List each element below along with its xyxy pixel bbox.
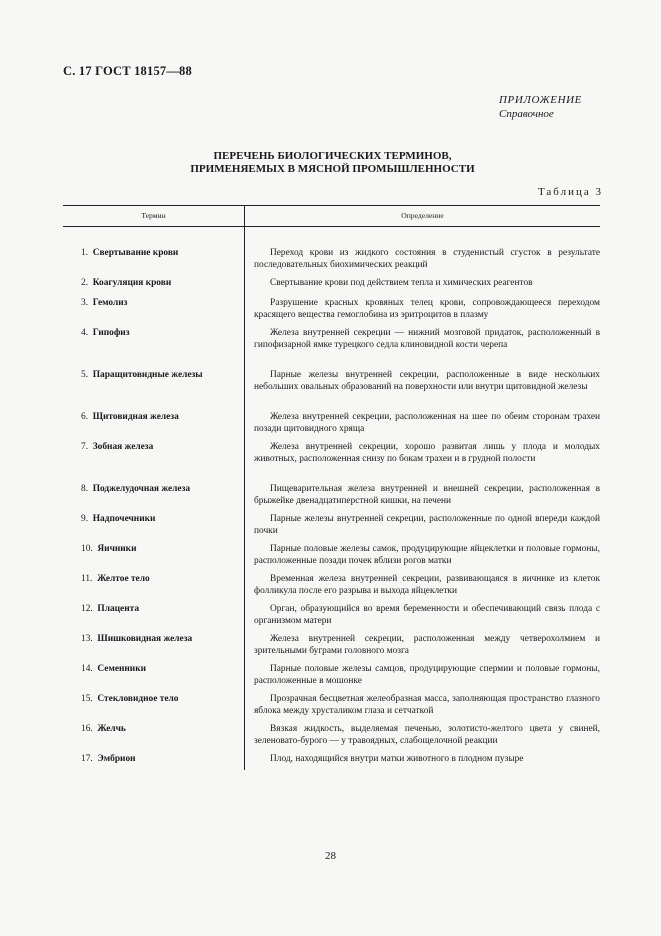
table-row [63, 573, 600, 597]
term-cell [63, 663, 244, 687]
title-line-2: ПРИМЕНЯЕМЫХ В МЯСНОЙ ПРОМЫШЛЕННОСТИ [190, 163, 475, 175]
term-number: 11. [81, 574, 93, 584]
definition-cell: Парные половые железы самок, продуцирующие яйцеклетки и половые гормоны, расположенные позади почек вблизи рогов матки [254, 544, 600, 567]
table-row [63, 633, 600, 657]
term-cell [63, 327, 244, 351]
term-name: Желчь [97, 724, 126, 734]
page-number: 28 [325, 850, 336, 862]
term-name: Гемолиз [92, 298, 128, 308]
term-name: Свертывание крови [92, 248, 179, 258]
definition-cell: Парные железы внутренней секреции, расположенные в виде нескольких небольших овальных образований на поверхности или внутри щитовидной железы [254, 370, 600, 393]
definition-cell: Свертывание крови под действием тепла и химических реагентов [270, 278, 533, 288]
term-name: Плацента [97, 604, 140, 614]
term-cell [63, 277, 244, 289]
table-row [63, 753, 600, 765]
definition-cell: Парные половые железы самцов, продуцирующие спермии и половые гормоны, расположенные в мошонке [254, 664, 600, 687]
table-row [63, 603, 600, 627]
term-cell [63, 513, 244, 537]
term-name: Желтое тело [97, 574, 150, 584]
term-cell [63, 603, 244, 627]
table-row [63, 441, 600, 465]
term-cell [63, 247, 244, 271]
term-cell [63, 753, 244, 765]
term-number: 5. [81, 370, 89, 380]
appendix-subtitle: Справочное [499, 108, 554, 120]
term-cell [63, 573, 244, 597]
term-name: Паращитовидные железы [92, 370, 203, 380]
term-number: 8. [81, 484, 89, 494]
table-row [63, 513, 600, 537]
definition-cell: Парные железы внутренней секреции, расположенные по одной впереди каждой почки [254, 514, 600, 537]
term-name: Гипофиз [92, 328, 130, 338]
term-number: 10. [81, 544, 93, 554]
term-name: Поджелудочная железа [92, 484, 191, 494]
definition-cell: Железа внутренней секреции — нижний мозговой придаток, расположенный в гипофизарной ямке турецкого седла клиновидной кости черепа [254, 328, 600, 351]
table-label: Таблица 3 [537, 186, 603, 198]
table-row [63, 327, 600, 351]
definition-cell: Орган, образующийся во время беременности и обеспечивающий связь плода с организмом матери [254, 604, 600, 627]
term-name: Яичники [97, 544, 137, 554]
definition-cell: Железа внутренней секреции, расположенная на шее по обеим сторонам трахеи позади щитовидного хряща [254, 412, 600, 435]
column-header-term: Термин [63, 206, 245, 226]
table-row [63, 411, 600, 435]
table-row [63, 543, 600, 567]
document-title [0, 150, 661, 176]
term-number: 16. [81, 724, 93, 734]
term-number: 2. [81, 278, 89, 288]
column-header-definition: Определение [401, 210, 444, 220]
term-cell [63, 483, 244, 507]
table-row [63, 693, 600, 717]
term-number: 13. [81, 634, 93, 644]
term-name: Коагуляция крови [92, 278, 172, 288]
term-name: Щитовидная железа [92, 412, 179, 422]
definition-cell: Железа внутренней секреции, расположенная между четверохолмием и зрительными буграми головного мозга [254, 634, 600, 657]
definition-cell: Переход крови из жидкого состояния в студенистый сгусток в результате последовательных биохимических реакций [254, 248, 600, 271]
term-number: 12. [81, 604, 93, 614]
term-cell [63, 297, 244, 321]
table-row [63, 247, 600, 271]
table-row [63, 663, 600, 687]
table-row [63, 723, 600, 747]
term-name: Стекловидное тело [97, 694, 179, 704]
appendix-label [499, 93, 582, 121]
table-row [63, 277, 600, 289]
term-name: Эмбрион [97, 754, 136, 764]
term-cell [63, 369, 244, 393]
term-cell [63, 723, 244, 747]
term-cell [63, 693, 244, 717]
terms-table [63, 205, 600, 764]
term-number: 7. [81, 442, 89, 452]
table-row [63, 369, 600, 393]
definition-cell: Прозрачная бесцветная желеобразная масса, заполняющая пространство глазного яблока между хрусталиком глаза и сетчаткой [254, 694, 600, 717]
term-cell [63, 633, 244, 657]
definition-cell: Железа внутренней секреции, хорошо развитая лишь у плода и молодых животных, расположенная снизу по бокам трахеи и в грудной полости [254, 442, 600, 465]
title-line-1: ПЕРЕЧЕНЬ БИОЛОГИЧЕСКИХ ТЕРМИНОВ, [213, 150, 452, 162]
term-number: 14. [81, 664, 93, 674]
definition-cell: Плод, находящийся внутри матки животного в плодном пузыре [270, 754, 524, 764]
term-cell [63, 441, 244, 465]
definition-cell: Разрушение красных кровяных телец крови, сопровождающееся переходом красящего вещества гемоглобина из эритроцитов в плазму [254, 298, 600, 321]
table-row [63, 297, 600, 321]
appendix-title: ПРИЛОЖЕНИЕ [499, 94, 582, 106]
term-name: Семенники [97, 664, 147, 674]
term-name: Зобная железа [92, 442, 154, 452]
term-number: 15. [81, 694, 93, 704]
term-number: 9. [81, 514, 89, 524]
term-number: 4. [81, 328, 89, 338]
term-cell [63, 543, 244, 567]
term-name: Шишковидная железа [97, 634, 193, 644]
term-number: 1. [81, 248, 89, 258]
table-row [63, 483, 600, 507]
definition-cell: Пищеварительная железа внутренней и внешней секреции, расположенная в брыжейке двенадцатиперстной кишки, на печени [254, 484, 600, 507]
term-number: 17. [81, 754, 93, 764]
term-number: 6. [81, 412, 89, 422]
term-name: Надпочечники [92, 514, 156, 524]
page-header: С. 17 ГОСТ 18157—88 [63, 64, 192, 78]
term-number: 3. [81, 298, 89, 308]
definition-cell: Вязкая жидкость, выделяемая печенью, золотисто-желтого цвета у свиней, зеленовато-бурого — у травоядных, слабощелочной реакции [254, 724, 600, 747]
table-header [63, 205, 600, 227]
term-cell [63, 411, 244, 435]
definition-cell: Временная железа внутренней секреции, развивающаяся в яичнике из клеток фолликула после его разрыва и выхода яйцеклетки [254, 574, 600, 597]
